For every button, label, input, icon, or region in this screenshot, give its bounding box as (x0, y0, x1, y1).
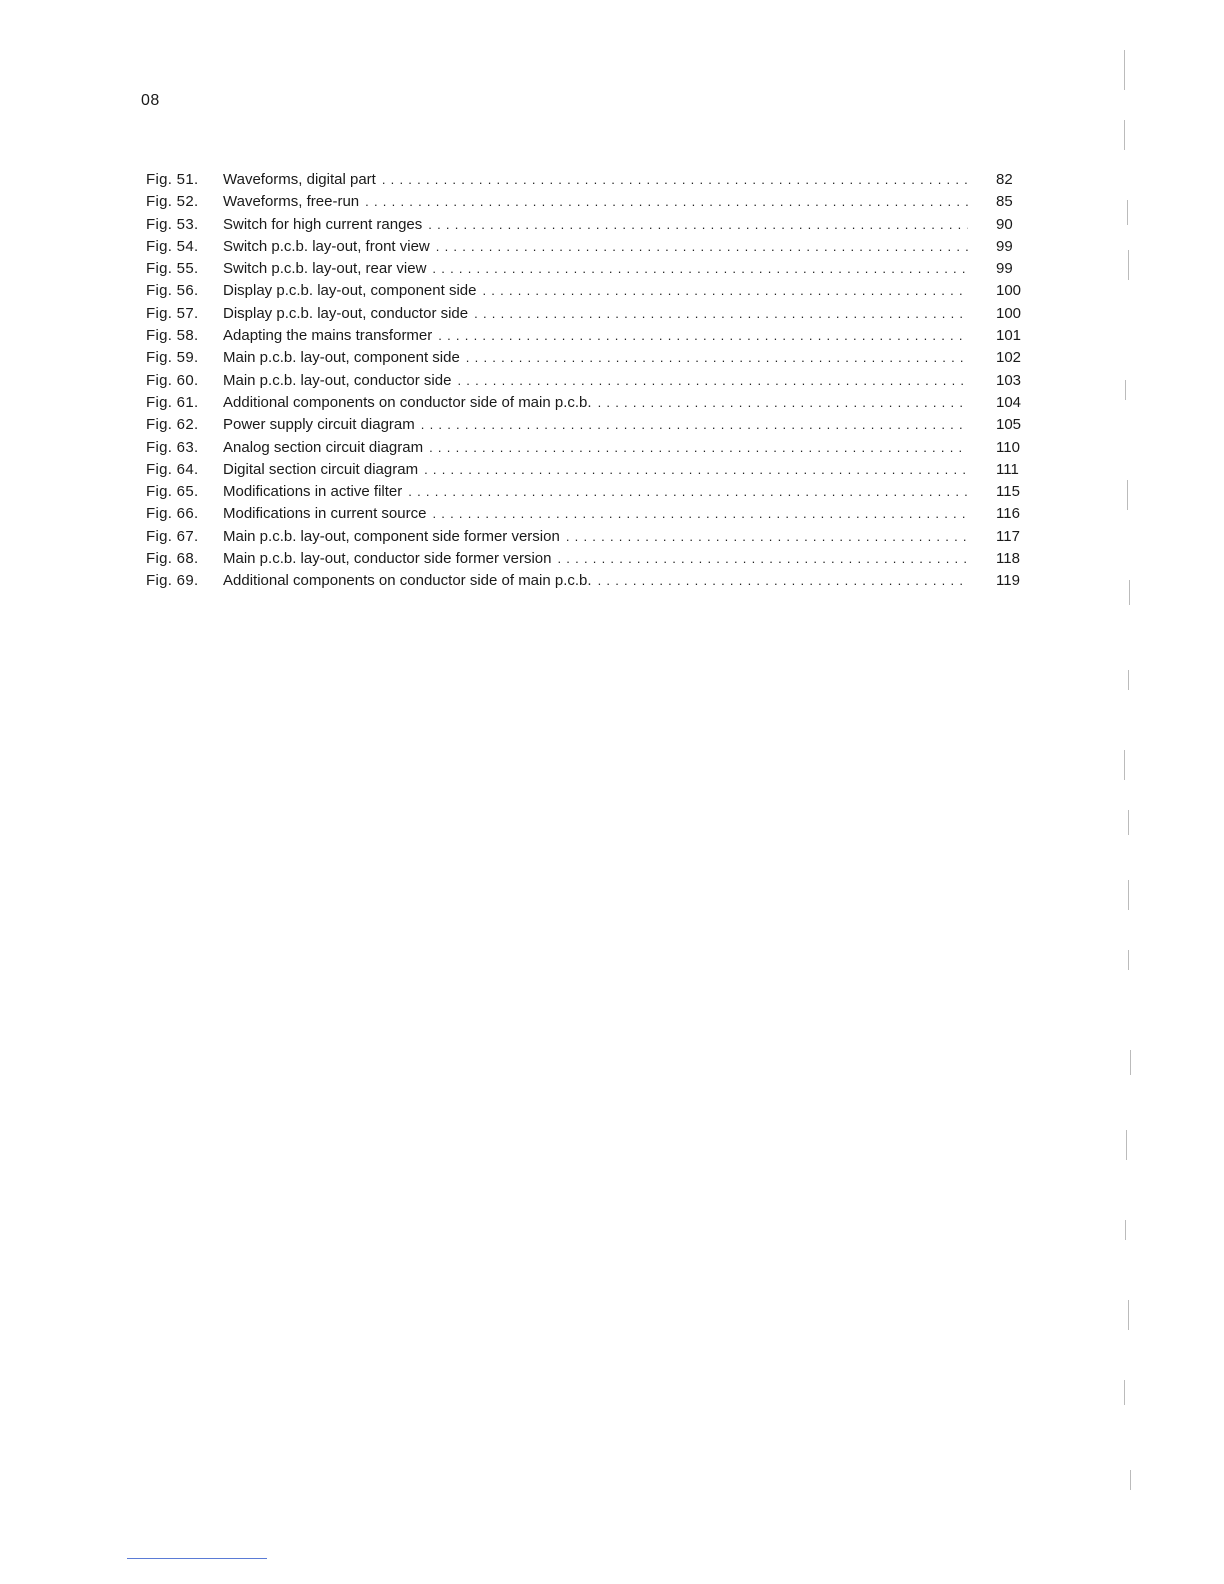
figure-number: Fig. 58. (146, 327, 199, 345)
figure-entry (146, 236, 1026, 258)
scan-mark (1126, 1130, 1127, 1160)
figure-number: Fig. 61. (146, 393, 199, 411)
scan-mark (1124, 50, 1125, 90)
figure-title: Waveforms, free-run (223, 193, 360, 211)
figure-page-number: 116 (996, 505, 1020, 523)
dot-leader (432, 503, 968, 525)
dot-leader (424, 459, 968, 481)
figure-number: Fig. 54. (146, 237, 199, 255)
figure-title: Modifications in current source (223, 505, 427, 523)
figure-page-number: 99 (996, 237, 1013, 255)
figure-page-number: 102 (996, 349, 1022, 367)
scan-mark (1125, 380, 1126, 400)
figure-title: Modifications in active filter (223, 483, 403, 501)
figure-page-number: 101 (996, 327, 1022, 345)
figure-number: Fig. 59. (146, 349, 199, 367)
figure-number: Fig. 64. (146, 460, 199, 478)
dot-leader (457, 370, 968, 392)
page-number: 08 (141, 92, 160, 109)
figure-number: Fig. 60. (146, 371, 199, 389)
scan-mark (1128, 670, 1129, 690)
dot-leader (466, 347, 968, 369)
figure-title: Display p.c.b. lay-out, conductor side (223, 304, 469, 322)
figure-number: Fig. 56. (146, 282, 199, 300)
scan-mark (1129, 580, 1130, 605)
figure-entry (146, 258, 1026, 280)
figure-page-number: 119 (996, 572, 1020, 590)
dot-leader (566, 526, 968, 548)
figure-page-number: 85 (996, 193, 1013, 211)
footnote-rule (127, 1558, 267, 1559)
figure-title: Main p.c.b. lay-out, component side former version (223, 527, 560, 545)
scan-mark (1128, 880, 1129, 910)
dot-leader (408, 481, 968, 503)
figure-title: Display p.c.b. lay-out, component side (223, 282, 477, 300)
figure-title: Power supply circuit diagram (223, 416, 415, 434)
figure-entry (146, 280, 1026, 302)
figure-page-number: 115 (996, 483, 1020, 501)
dot-leader (382, 169, 968, 191)
figure-number: Fig. 63. (146, 438, 199, 456)
figure-title: Additional components on conductor side of main p.c.b. (223, 393, 592, 411)
scan-mark (1124, 120, 1125, 150)
scan-mark (1127, 200, 1128, 225)
figure-number: Fig. 53. (146, 215, 199, 233)
figure-page-number: 99 (996, 260, 1013, 278)
figure-number: Fig. 67. (146, 527, 199, 545)
dot-leader (598, 570, 968, 592)
dot-leader (598, 392, 968, 414)
scan-mark (1130, 1470, 1131, 1490)
figure-title: Digital section circuit diagram (223, 460, 419, 478)
figure-entry (146, 325, 1026, 347)
figure-number: Fig. 52. (146, 193, 199, 211)
figure-title: Main p.c.b. lay-out, conductor side (223, 371, 452, 389)
figure-title: Waveforms, digital part (223, 171, 376, 188)
dot-leader (474, 303, 968, 325)
figure-entry (146, 548, 1026, 570)
figure-page-number: 118 (996, 550, 1020, 568)
figure-title: Main p.c.b. lay-out, component side (223, 349, 460, 367)
figure-entry (146, 459, 1026, 481)
figure-number: Fig. 69. (146, 572, 199, 590)
scan-mark (1128, 250, 1129, 280)
figure-entry (146, 392, 1026, 414)
figure-entry (146, 503, 1026, 525)
figure-title: Analog section circuit diagram (223, 438, 424, 456)
figure-page-number: 104 (996, 393, 1022, 411)
figure-entry (146, 437, 1026, 459)
scan-mark (1128, 1300, 1129, 1330)
scan-mark (1127, 480, 1128, 510)
figure-page-number: 111 (996, 460, 1019, 478)
figure-page-number: 105 (996, 416, 1022, 434)
figure-page-number: 110 (996, 438, 1020, 456)
figure-page-number: 100 (996, 304, 1022, 322)
figure-entry (146, 570, 1026, 592)
figure-number: Fig. 68. (146, 550, 199, 568)
scan-mark (1130, 1050, 1131, 1075)
figure-title: Switch p.c.b. lay-out, front view (223, 237, 430, 255)
figure-page-number: 82 (996, 171, 1013, 188)
figure-title: Adapting the mains transformer (223, 327, 433, 345)
dot-leader (557, 548, 968, 570)
figure-title: Switch p.c.b. lay-out, rear view (223, 260, 427, 278)
figure-number: Fig. 55. (146, 260, 199, 278)
scan-mark (1128, 810, 1129, 835)
dot-leader (429, 437, 968, 459)
figure-entry (146, 214, 1026, 236)
scan-mark (1124, 1380, 1125, 1405)
figure-entry (146, 347, 1026, 369)
dot-leader (432, 258, 968, 280)
figure-number: Fig. 66. (146, 505, 199, 523)
figure-page-number: 90 (996, 215, 1013, 233)
figure-entry (146, 526, 1026, 548)
figure-number: Fig. 65. (146, 483, 199, 501)
scan-mark (1128, 950, 1129, 970)
dot-leader (421, 414, 968, 436)
scan-edge-marks (1124, 50, 1144, 1550)
dot-leader (428, 214, 968, 236)
scan-mark (1124, 750, 1125, 780)
figure-number: Fig. 62. (146, 416, 199, 434)
figure-page-number: 103 (996, 371, 1022, 389)
dot-leader (365, 191, 968, 213)
figure-title: Main p.c.b. lay-out, conductor side former version (223, 550, 552, 568)
figure-entry (146, 370, 1026, 392)
figure-entry (146, 414, 1026, 436)
figure-entry (146, 191, 1026, 213)
dot-leader (436, 236, 968, 258)
figure-number: Fig. 57. (146, 304, 199, 322)
figure-entry (146, 303, 1026, 325)
dot-leader (482, 280, 968, 302)
scan-mark (1125, 1220, 1126, 1240)
figure-entry (146, 169, 1026, 191)
dot-leader (438, 325, 968, 347)
figure-number: Fig. 51. (146, 171, 199, 188)
figure-title: Switch for high current ranges (223, 215, 423, 233)
list-of-figures (146, 169, 1026, 593)
figure-title: Additional components on conductor side of main p.c.b. (223, 572, 592, 590)
figure-entry (146, 481, 1026, 503)
figure-page-number: 100 (996, 282, 1022, 300)
figure-page-number: 117 (996, 527, 1020, 545)
